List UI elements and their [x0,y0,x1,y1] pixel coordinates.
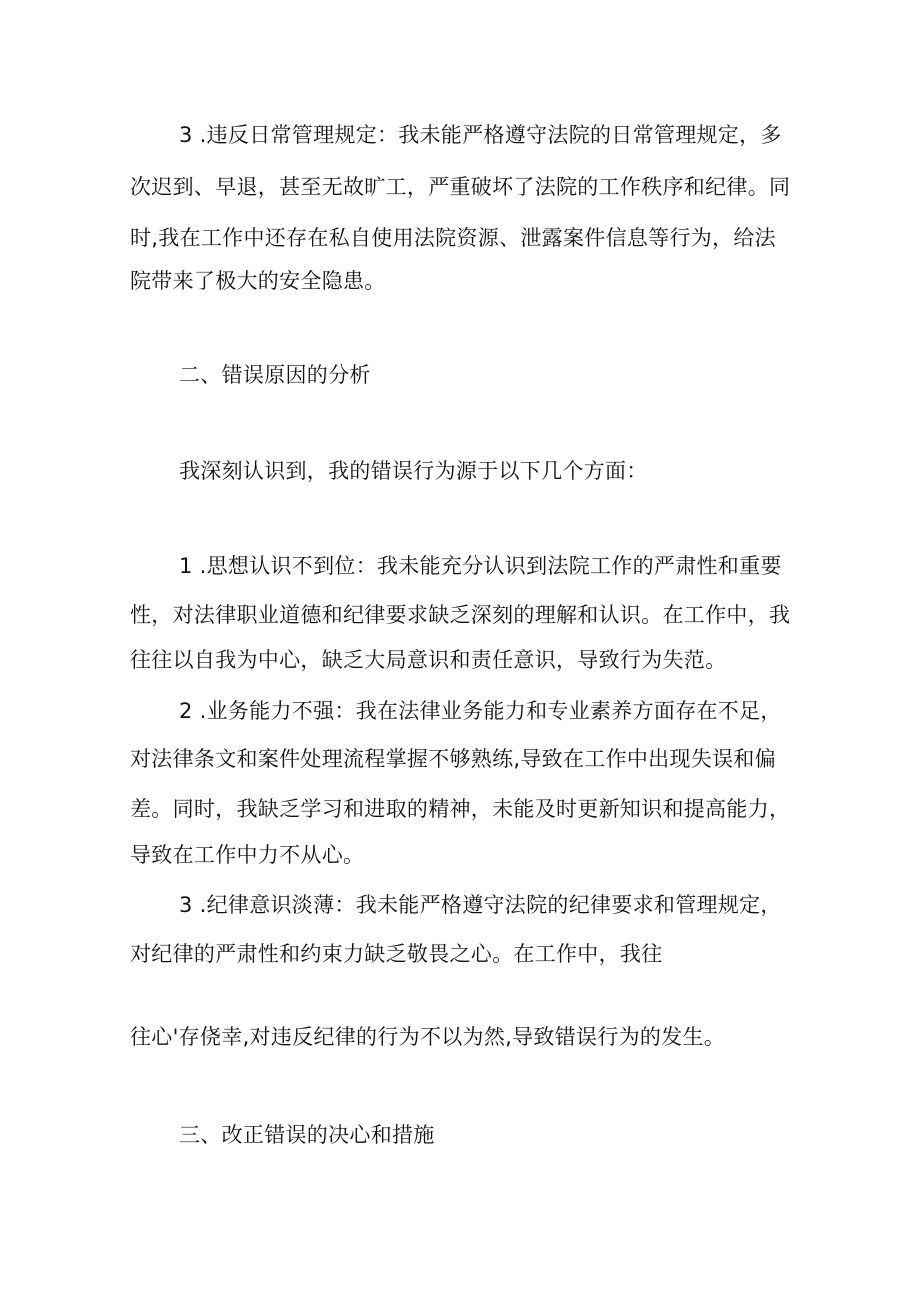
reason-1-line-1: 1 .思想认识不到位：我未能充分认识到法院工作的严肃性和重要 [179,554,782,578]
section-heading-2: 二、错误原因的分析 [179,363,371,387]
reason-3-continuation: 往心'存侥幸,对违反纪律的行为不以为然,导致错误行为的发生。 [130,1025,726,1049]
reason-1-line-2: 性，对法律职业道德和纪律要求缺乏深刻的理解和认识。在工作中，我 [130,603,791,627]
reason-1-line-3: 往往以自我为中心，缺乏大局意识和责任意识，导致行为失范。 [130,648,727,672]
paragraph-violation-3-line-1: 3 .违反日常管理规定：我未能严格遵守法院的日常管理规定，多 [179,123,782,147]
reason-2-line-4: 导致在工作中力不从心。 [130,843,365,867]
intro-paragraph: 我深刻认识到，我的错误行为源于以下几个方面： [179,459,648,483]
paragraph-violation-3-line-3: 时,我在工作中还存在私自使用法院资源、泄露案件信息等行为，给法 [130,226,776,250]
paragraph-violation-3-line-2: 次迟到、早退，甚至无故旷工，严重破坏了法院的工作秩序和纪律。同 [130,175,791,199]
paragraph-violation-3-line-4: 院带来了极大的安全隐患。 [130,269,386,293]
section-heading-3: 三、改正错误的决心和措施 [179,1123,435,1147]
reason-2-line-3: 差。同时，我缺乏学习和进取的精神，未能及时更新知识和提高能力， [130,797,791,821]
reason-2-line-1: 2 .业务能力不强：我在法律业务能力和专业素养方面存在不足， [179,699,782,723]
reason-3-line-1: 3 .纪律意识淡薄：我未能严格遵守法院的纪律要求和管理规定， [179,893,782,917]
reason-3-line-2: 对纪律的严肃性和约束力缺乏敬畏之心。在工作中，我往 [130,942,663,966]
reason-2-line-2: 对法律条文和案件处理流程掌握不够熟练,导致在工作中出现失误和偏 [130,747,776,771]
